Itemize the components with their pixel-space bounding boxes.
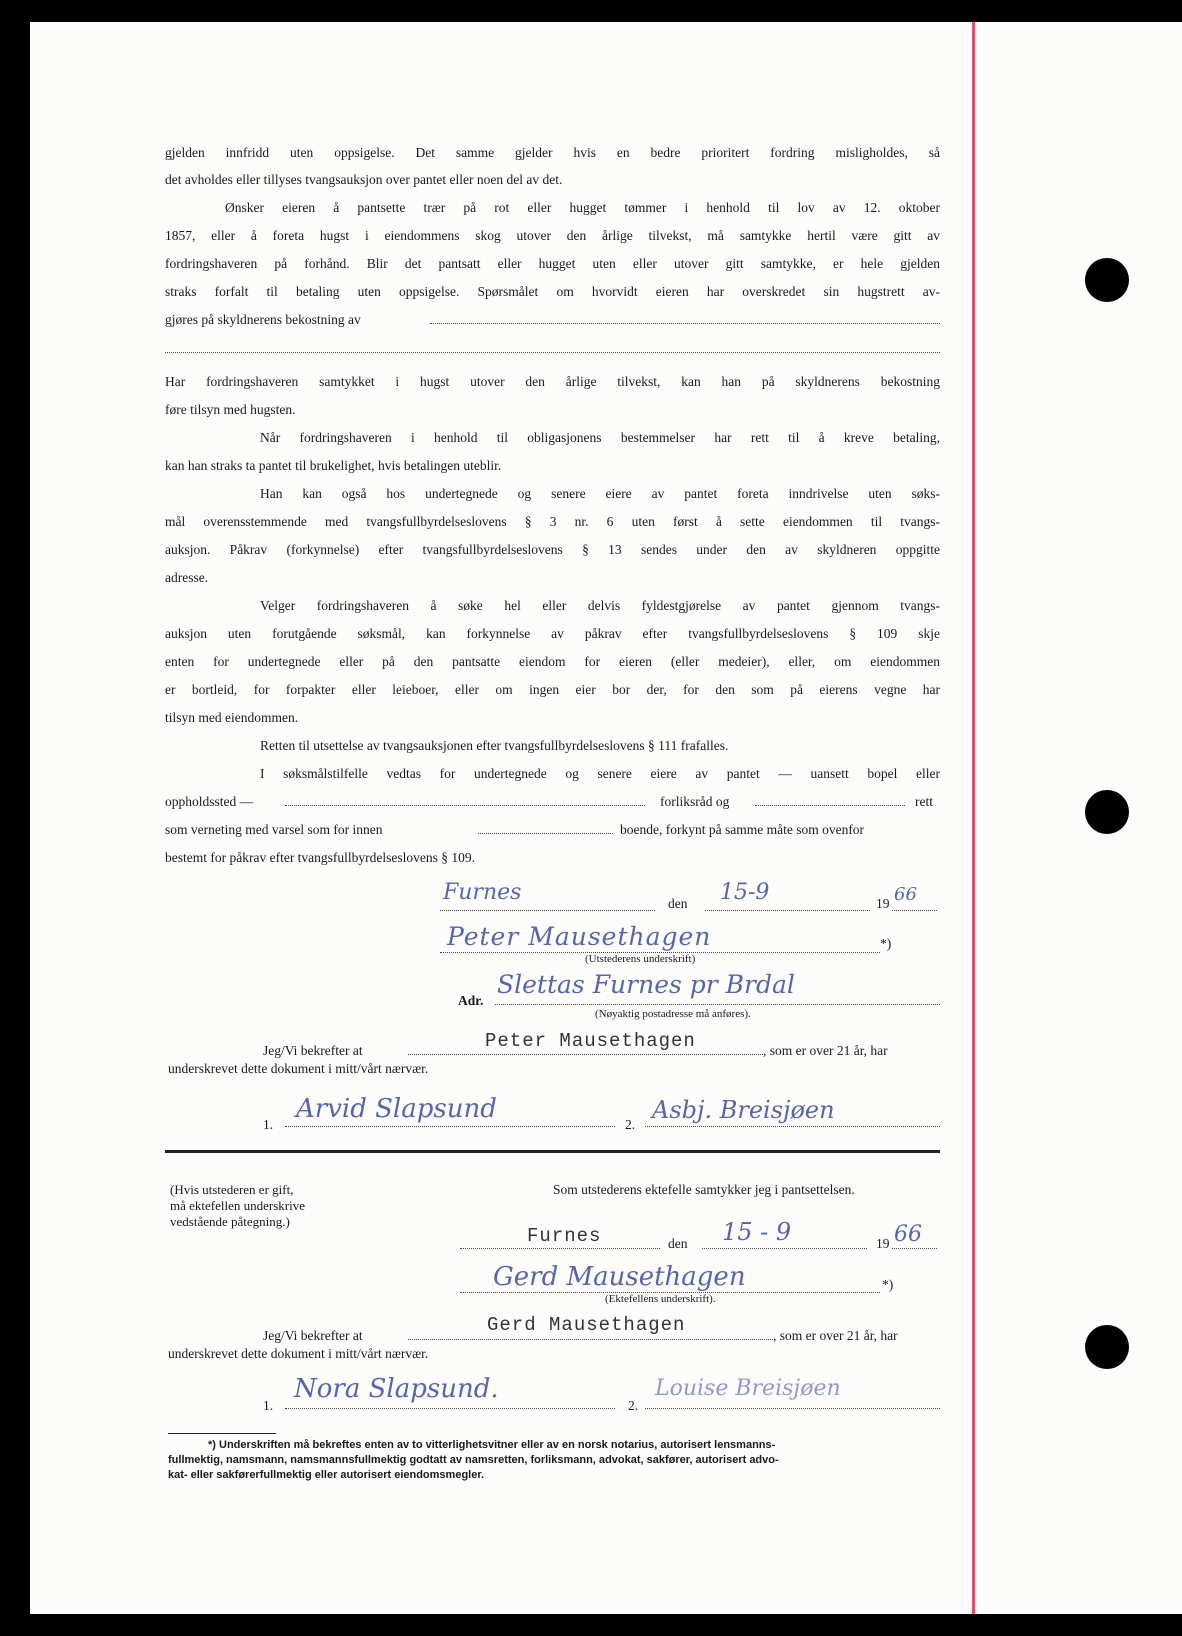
fill-line	[285, 805, 645, 806]
signature-handwritten: Peter Mausethagen	[447, 922, 712, 951]
fill-line	[755, 805, 905, 806]
text-line: gjelden innfridd uten oppsigelse. Det samme gjelder hvis en bedre prioritert fordring misligholdes, så	[165, 145, 940, 160]
signature-caption: (Ektefellens underskrift).	[605, 1293, 716, 1305]
fill-line	[892, 1248, 937, 1249]
fill-line	[645, 1126, 940, 1127]
fill-line	[165, 352, 940, 353]
typed-name: Gerd Mausethagen	[487, 1314, 686, 1336]
text-line: Har fordringshaveren samtykket i hugst utover den årlige tilvekst, kan han på skyldnerens bekostning	[165, 374, 940, 389]
text-line: Retten til utsettelse av tvangsauksjonen efter tvangsfullbyrdelseslovens § 111 frafalles.	[260, 738, 729, 753]
address-label: Adr.	[458, 993, 484, 1008]
fill-line	[645, 1408, 940, 1409]
text-line: boende, forkynt på samme måte som ovenfor	[620, 822, 865, 837]
text-line: I søksmålstilfelle vedtas for undertegnede og senere eiere av pantet — uansett bopel eller	[260, 766, 940, 781]
text-line: rett	[915, 794, 933, 809]
witness-number: 1.	[263, 1117, 274, 1132]
place-typed: Furnes	[527, 1225, 602, 1247]
witness-signature-handwritten: Louise Breisjøen	[655, 1376, 841, 1401]
witness-number: 2.	[625, 1117, 636, 1132]
fill-line	[495, 1004, 940, 1005]
witness-suffix: , som er over 21 år, har	[773, 1328, 898, 1343]
date-handwritten: 15-9	[720, 880, 770, 905]
signature-caption: (Utstederens underskrift)	[585, 953, 696, 965]
footnote-rule	[168, 1433, 276, 1434]
text-line: straks forfalt til betaling uten oppsigelse. Spørsmålet om hvorvidt eieren har overskredet sin hugstrett av-	[165, 284, 940, 299]
text-line: gjøres på skyldnerens bekostning av	[165, 312, 361, 327]
footnote-marker: *)	[880, 936, 892, 951]
date-handwritten: 15 - 9	[722, 1218, 792, 1246]
witness-prefix: Jeg/Vi bekrefter at	[263, 1328, 363, 1343]
year-handwritten: 66	[894, 884, 917, 905]
punch-hole	[1085, 1325, 1129, 1369]
year-prefix: 19	[876, 896, 890, 911]
punch-hole	[1085, 790, 1129, 834]
text-line: fordringshaveren på forhånd. Blir det pantsatt eller hugget uten eller utover gitt samtykke, er hele gjelden	[165, 256, 940, 271]
fill-line	[285, 1408, 615, 1409]
text-line: oppholdssted —	[165, 794, 254, 809]
text-line: mål overensstemmende med tvangsfullbyrdelseslovens § 3 nr. 6 uten først å sette eiendommen til tvangs-	[165, 514, 940, 529]
witness-line2: underskrevet dette dokument i mitt/vårt nærvær.	[168, 1061, 429, 1076]
text-line: kan han straks ta pantet til brukelighet, hvis betalingen uteblir.	[165, 458, 502, 473]
text-line: føre tilsyn med hugsten.	[165, 402, 296, 417]
section-divider	[165, 1150, 940, 1153]
fill-line	[430, 323, 940, 324]
fill-line	[892, 910, 937, 911]
text-line: Velger fordringshaveren å søke hel eller delvis fyldestgjørelse av pantet gjennom tvangs-	[260, 598, 940, 613]
spouse-heading: Som utstederens ektefelle samtykker jeg i pantsettelsen.	[553, 1182, 855, 1197]
text-line: adresse.	[165, 570, 209, 585]
witness-suffix: , som er over 21 år, har	[763, 1043, 888, 1058]
text-line: Ønsker eieren å pantsette trær på rot eller hugget tømmer i henhold til lov av 12. oktober	[225, 200, 940, 215]
year-prefix: 19	[876, 1236, 890, 1251]
fill-line	[705, 910, 870, 911]
fill-line	[702, 1248, 867, 1249]
text-line: forliksråd og	[660, 794, 730, 809]
typed-name: Peter Mausethagen	[485, 1030, 696, 1052]
witness-number: 1.	[263, 1398, 274, 1413]
punch-hole	[1085, 258, 1129, 302]
spouse-note: (Hvis utstederen er gift, må ektefellen underskrive vedstående påtegning.)	[170, 1182, 305, 1229]
witness-signature-handwritten: Nora Slapsund.	[294, 1374, 499, 1404]
fill-line	[285, 1126, 615, 1127]
fill-line	[408, 1339, 773, 1340]
fill-line	[478, 833, 613, 834]
text-line: enten for undertegnede eller på den pantsatte eiendom for eieren (eller medeier), eller, om eiendommen	[165, 654, 940, 669]
text-line: Når fordringshaveren i henhold til obligasjonens bestemmelser har rett til å kreve betaling,	[260, 430, 940, 445]
year-handwritten: 66	[894, 1222, 922, 1247]
witness-signature-handwritten: Asbj. Breisjøen	[652, 1096, 835, 1124]
fill-line	[460, 1248, 660, 1249]
margin-line	[972, 22, 975, 1614]
footnote-marker: *)	[882, 1277, 894, 1292]
fill-line	[440, 910, 655, 911]
text-line: 1857, eller å foreta hugst i eiendommens skog utover den årlige tilvekst, må samtykke hertil være gitt av	[165, 228, 940, 243]
text-line: auksjon. Påkrav (forkynnelse) efter tvangsfullbyrdelseslovens § 13 sendes under den av skyldneren oppgitte	[165, 542, 940, 557]
text-line: det avholdes eller tillyses tvangsauksjon over pantet eller noen del av det.	[165, 172, 563, 187]
witness-number: 2.	[628, 1398, 639, 1413]
address-caption: (Nøyaktig postadresse må anføres).	[595, 1008, 751, 1020]
witness-prefix: Jeg/Vi bekrefter at	[263, 1043, 363, 1058]
address-handwritten: Slettas Furnes pr Brdal	[497, 970, 795, 999]
den-label: den	[668, 896, 688, 911]
text-line: som verneting med varsel som for innen	[165, 822, 383, 837]
place-handwritten: Furnes	[443, 880, 522, 905]
fill-line	[408, 1054, 763, 1055]
text-line: Han kan også hos undertegnede og senere eiere av pantet foreta inndrivelse uten søks-	[260, 486, 940, 501]
text-line: auksjon uten forutgående søksmål, kan forkynnelse av påkrav efter tvangsfullbyrdelseslovens § 109 skje	[165, 626, 940, 641]
text-line: bestemt for påkrav efter tvangsfullbyrdelseslovens § 109.	[165, 850, 476, 865]
signature-handwritten: Gerd Mausethagen	[493, 1262, 746, 1292]
witness-signature-handwritten: Arvid Slapsund	[296, 1094, 497, 1124]
text-line: er bortleid, for forpakter eller leieboer, eller om ingen eier bor der, for den som på eierens vegne har	[165, 682, 940, 697]
witness-line2: underskrevet dette dokument i mitt/vårt nærvær.	[168, 1346, 429, 1361]
text-line: tilsyn med eiendommen.	[165, 710, 299, 725]
den-label: den	[668, 1236, 688, 1251]
footnote: *) Underskriften må bekreftes enten av to vitterlighetsvitner eller av en norsk notarius, autorisert lensmanns- fullmektig, namsmann, namsmannsfullmektig godtatt av namsretten, forliksmann, advokat, sakfører, autorisert advo- kat- eller sakførerfullmektig eller autorisert eiendomsmegler.	[168, 1439, 779, 1481]
